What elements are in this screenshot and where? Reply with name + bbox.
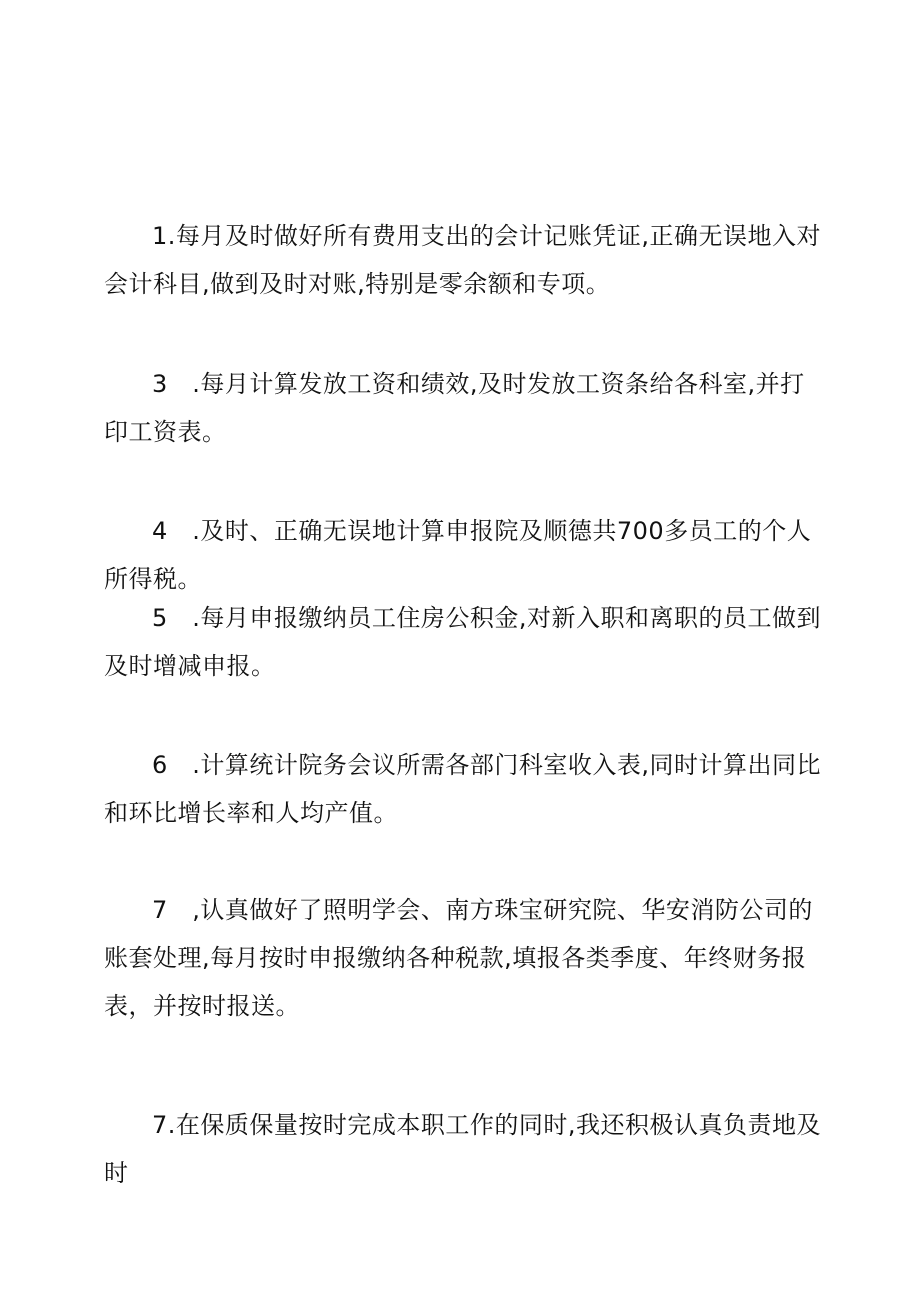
paragraph-item-4: 4 .及时、正确无误地计算申报院及顺德共700多员工的个人所得税。 [104,517,812,593]
paragraph-item-3: 3 .每月计算发放工资和绩效,及时发放工资条给各科室,并打印工资表。 [104,370,805,446]
paragraph-item-5: 5 .每月申报缴纳员工住房公积金,对新入职和离职的员工做到及时增减申报。 [104,604,822,680]
paragraph-item-7a: 7 ,认真做好了照明学会、南方珠宝研究院、华安消防公司的账套处理,每月按时申报缴纳各种税款,填报各类季度、年终财务报表，并按时报送。 [104,896,813,1020]
paragraph-item-1: 1.每月及时做好所有费用支出的会计记账凭证,正确无误地入对会计科目,做到及时对账,特别是零余额和专项。 [104,222,822,298]
paragraph-item-7b: 7.在保质保量按时完成本职工作的同时,我还积极认真负责地及时 [104,1111,822,1187]
paragraph-item-6: 6 .计算统计院务会议所需各部门科室收入表,同时计算出同比和环比增长率和人均产值。 [104,751,822,827]
